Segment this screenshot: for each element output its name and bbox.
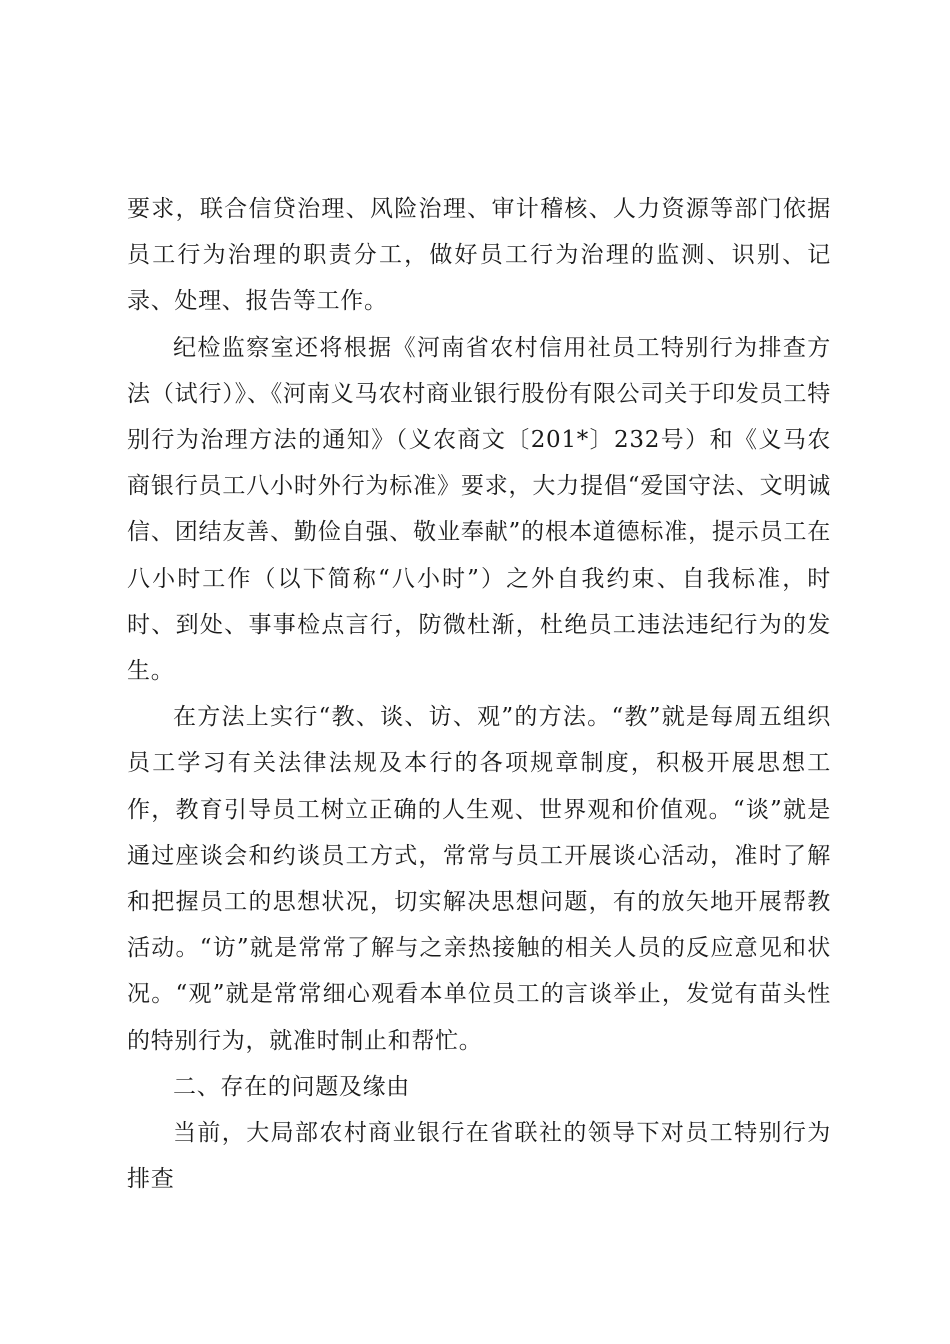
document-body bbox=[127, 186, 831, 1202]
paragraph-current-status: 当前，大局部农村商业银行在省联社的领导下对员工特别行为排查 bbox=[127, 1120, 831, 1193]
paragraph-continuation: 要求，联合信贷治理、风险治理、审计稽核、人力资源等部门依据员工行为治理的职责分工，做好员工行为治理的监测、识别、记录、处理、报告等工作。 bbox=[127, 196, 831, 315]
paragraph-methods: 在方法上实行“教、谈、访、观”的方法。“教”就是每周五组织员工学习有关法律法规及本行的各项规章制度，积极开展思想工作，教育引导员工树立正确的人生观、世界观和价值观。“谈”就是通过座谈会和约谈员工方式，常常与员工开展谈心活动，准时了解和把握员工的思想状况，切实解决思想问题，有的放矢地开展帮教活动。“访”就是常常了解与之亲热接触的相关人员的反应意见和状况。“观”就是常常细心观看本单位员工的言谈举止，发觉有苗头性的特别行为，就准时制止和帮忙。 bbox=[127, 704, 831, 1054]
paragraph-disciplinary-office: 纪检监察室还将根据《河南省农村信用社员工特别行为排查方法（试行）》、《河南义马农村商业银行股份有限公司关于印发员工特别行为治理方法的通知》（义农商文〔201*〕232号）和《义马农商银行员工八小时外行为标准》要求，大力提倡“爱国守法、文明诚信、团结友善、勤俭自强、敬业奉献”的根本道德标准，提示员工在八小时工作（以下简称“八小时”）之外自我约束、自我标准，时时、到处、事事检点言行，防微杜渐，杜绝员工违法违纪行为的发生。 bbox=[127, 334, 831, 685]
section-heading: 二、存在的问题及缘由 bbox=[173, 1073, 410, 1100]
